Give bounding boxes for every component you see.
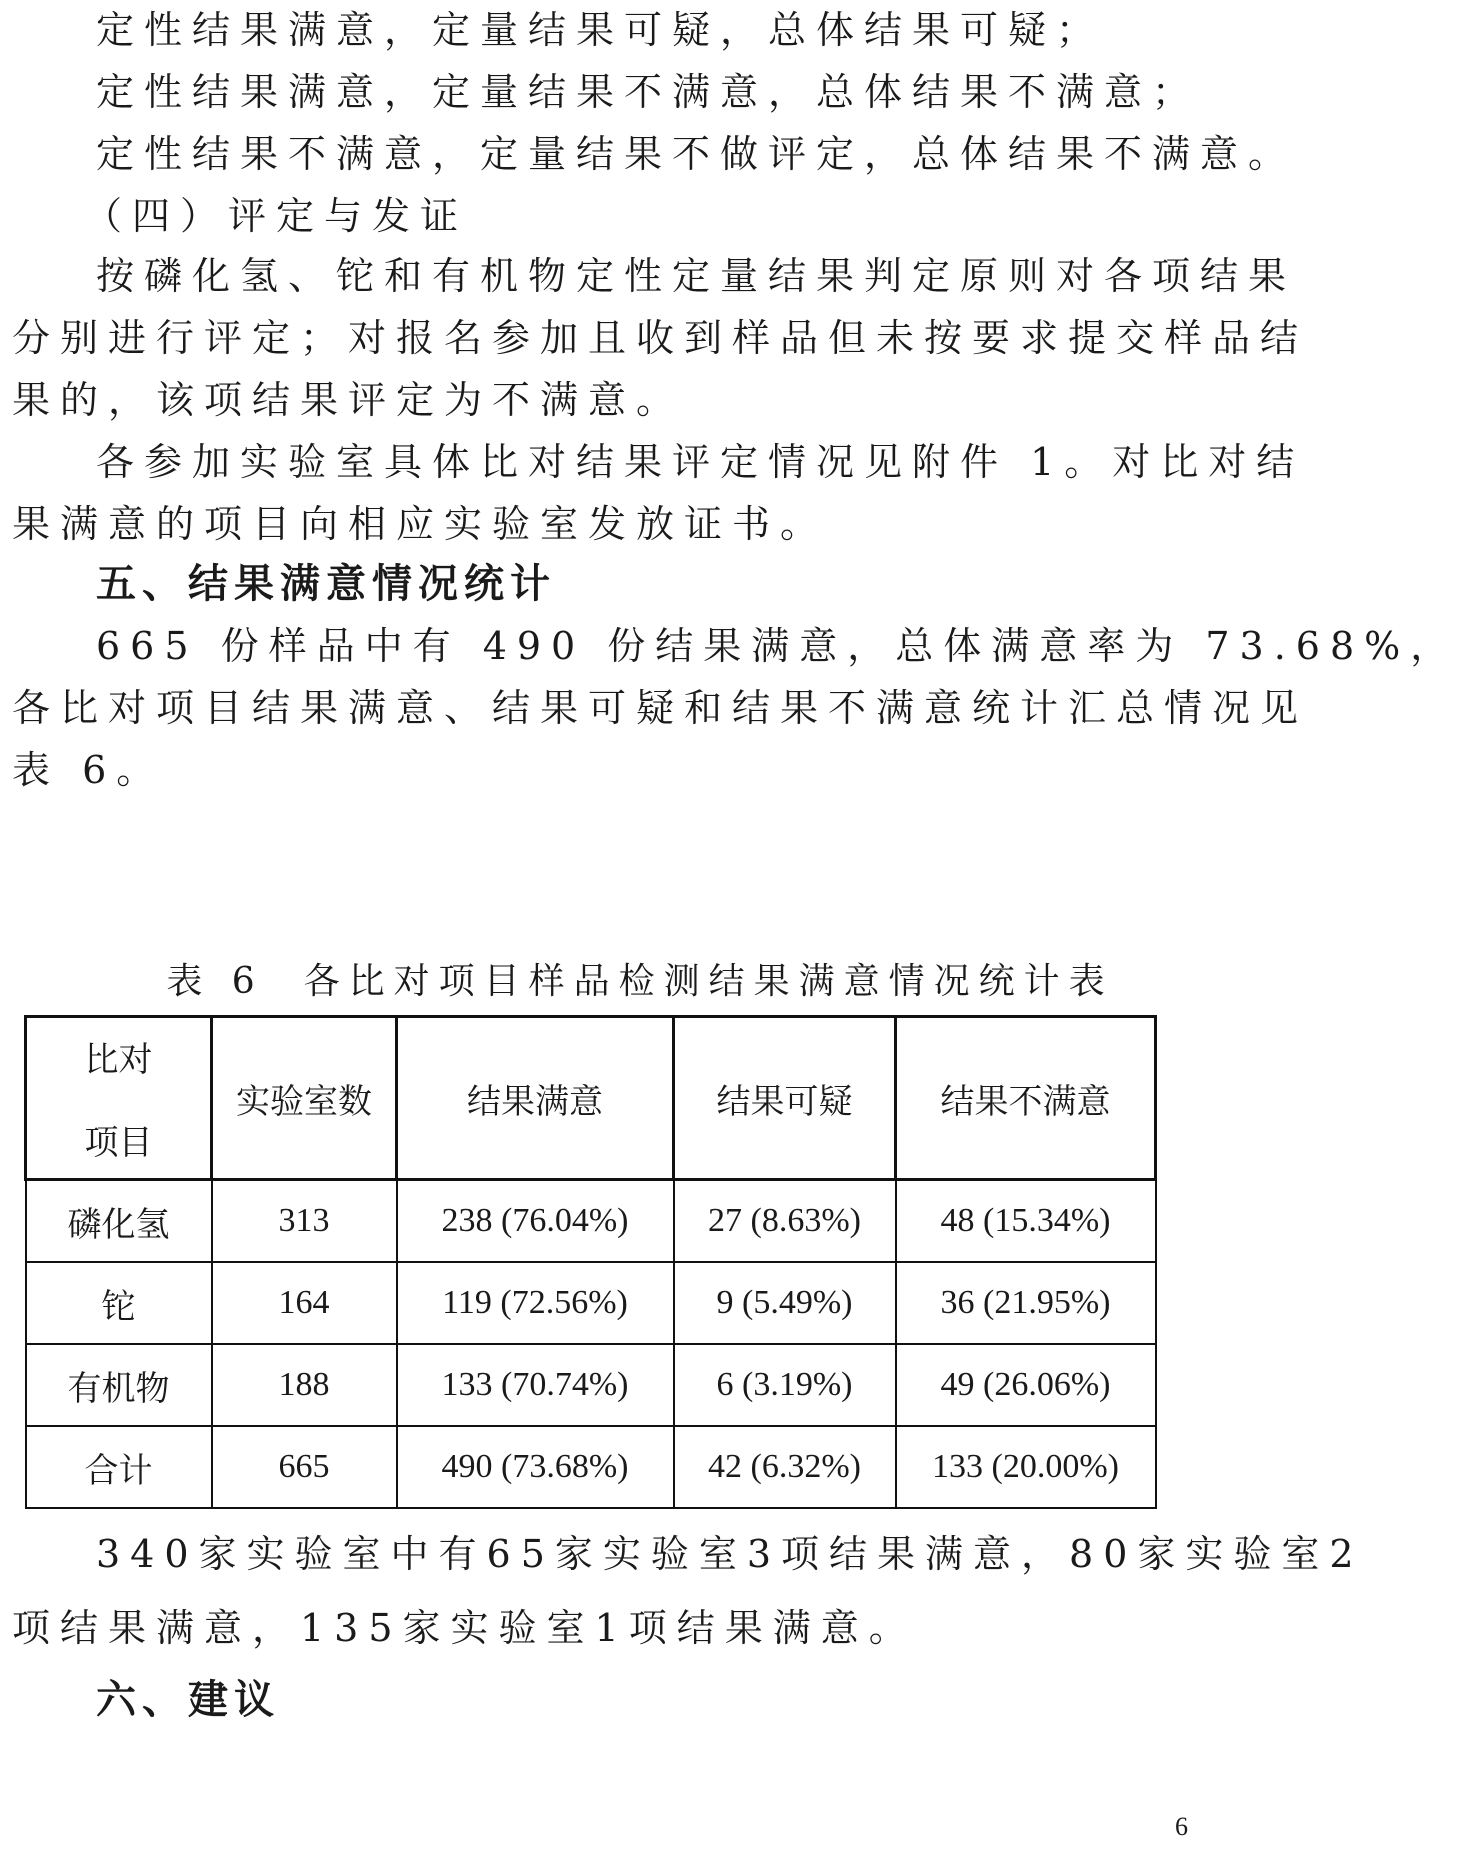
text-line: 665 份样品中有 490 份结果满意，总体满意率为 73.68%，: [96, 624, 1458, 668]
text-line: 定性结果满意，定量结果可疑，总体结果可疑；: [96, 8, 1105, 52]
text-line: 果的，该项结果评定为不满意。: [12, 378, 685, 422]
table-row: [26, 1262, 1156, 1344]
header-item-bottom: 项目: [84, 1125, 153, 1162]
table-row: [26, 1344, 1156, 1426]
text-line: 分别进行评定；对报名参加且收到样品但未按要求提交样品结: [12, 316, 1309, 360]
cell-item: 有机物: [26, 1344, 212, 1426]
cell-item: 磷化氢: [26, 1180, 212, 1263]
cell-questionable: 42 (6.32%): [674, 1426, 896, 1508]
cell-questionable: 6 (3.19%): [674, 1344, 896, 1426]
text-line: 各比对项目结果满意、结果可疑和结果不满意统计汇总情况见: [12, 686, 1309, 730]
cell-item: 铊: [26, 1262, 212, 1344]
results-table: [24, 1015, 1157, 1509]
cell-unsatisfied: 36 (21.95%): [896, 1262, 1156, 1344]
header-item: [26, 1017, 212, 1180]
table-row-total: [26, 1426, 1156, 1508]
header-questionable: 结果可疑: [674, 1017, 896, 1180]
cell-questionable: 9 (5.49%): [674, 1262, 896, 1344]
table-header-row: [26, 1017, 1156, 1180]
table-caption-title: 各比对项目样品检测结果满意情况统计表: [303, 961, 1114, 1002]
cell-labs: 188: [212, 1344, 397, 1426]
table-caption-number: 表 6: [166, 961, 264, 1002]
text-line: 表 6。: [12, 748, 165, 792]
section-heading: 五、结果满意情况统计: [96, 561, 556, 607]
text-line: 各参加实验室具体比对结果评定情况见附件 1。对比对结: [96, 440, 1305, 484]
page-number: 6: [1175, 1812, 1188, 1841]
header-unsatisfied: 结果不满意: [896, 1017, 1156, 1180]
text-line: 定性结果满意，定量结果不满意，总体结果不满意；: [96, 70, 1201, 114]
text-line: 340家实验室中有65家实验室3项结果满意，80家实验室2: [96, 1532, 1364, 1576]
cell-unsatisfied: 49 (26.06%): [896, 1344, 1156, 1426]
header-item-top: 比对: [84, 1042, 153, 1079]
header-satisfied: 结果满意: [397, 1017, 674, 1180]
text-line: 定性结果不满意，定量结果不做评定，总体结果不满意。: [96, 132, 1297, 176]
header-labs: 实验室数: [212, 1017, 397, 1180]
cell-labs: 164: [212, 1262, 397, 1344]
text-line: 项结果满意，135家实验室1项结果满意。: [12, 1606, 917, 1650]
cell-item: 合计: [26, 1426, 212, 1508]
table-caption: [0, 958, 1280, 1006]
text-line: 按磷化氢、铊和有机物定性定量结果判定原则对各项结果: [96, 254, 1297, 298]
cell-satisfied: 133 (70.74%): [397, 1344, 674, 1426]
text-line: 果满意的项目向相应实验室发放证书。: [12, 502, 829, 546]
subheading: （四）评定与发证: [84, 194, 469, 238]
cell-labs: 313: [212, 1180, 397, 1263]
cell-satisfied: 490 (73.68%): [397, 1426, 674, 1508]
cell-unsatisfied: 48 (15.34%): [896, 1180, 1156, 1263]
cell-satisfied: 238 (76.04%): [397, 1180, 674, 1263]
cell-questionable: 27 (8.63%): [674, 1180, 896, 1263]
table-row: [26, 1180, 1156, 1263]
cell-satisfied: 119 (72.56%): [397, 1262, 674, 1344]
cell-labs: 665: [212, 1426, 397, 1508]
cell-unsatisfied: 133 (20.00%): [896, 1426, 1156, 1508]
section-heading: 六、建议: [96, 1677, 280, 1723]
